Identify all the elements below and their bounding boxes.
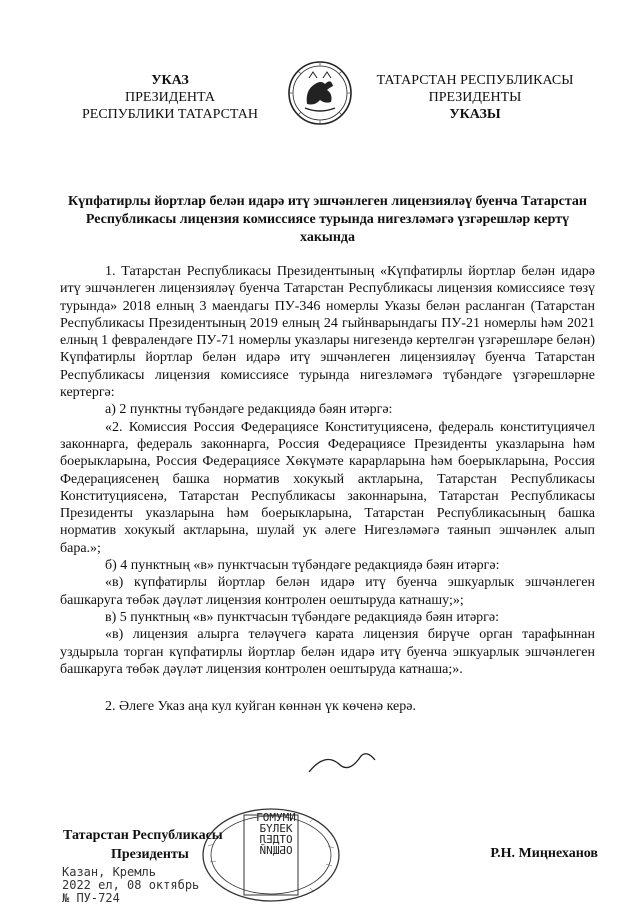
stamp-line-2: БҮЛЕК [259, 822, 293, 835]
paragraph-1: 1. Татарстан Республикасы Президентының «Күпфатирлы йортлар белән идарә итү эшчәнлеген лицензияләү буенча Татарстан Республикасы лицензия комиссиясе төзү турында» 2018 елның 3 маендагы ПУ-346 номерлы Указы белән расланган (Татарстан Республикасы Президентының 2019 елның 24 гыйнварындагы ПУ-21 номерлы һәм 2021 елның 1 февралендәге ПУ-71 номерлы указлары нигезендә кертелгән үзгәрешләре белән) Күпфатирлы йортлар белән идарә итү эшчәнлеген лицензияләү буенча Татарстан Республикасы лицензия комиссиясе турында нигезләмәгә түбәндәге үзгәрешләрне кертергә: [60, 264, 595, 401]
paragraph-1a: а) 2 пунктны түбәндәге редакциядә бәян итәргә: [105, 402, 393, 418]
coat-of-arms-emblem [287, 60, 353, 126]
signature-title-line-1: Татарстан Республикасы [63, 828, 223, 843]
stamp-text [246, 812, 306, 856]
signature-title-line-2: Президенты [111, 847, 189, 862]
paragraph-1b-text: «в) күпфатирлы йортлар белән идарә итү буенча эшкуарлык эшчәнлеген башкаруга төбәк дәүләт лицензия контролен оештыруда катнашу;»; [60, 575, 595, 608]
header-tt-line-2: ПРЕЗИДЕНТЫ [428, 90, 522, 105]
stamp-line-4: ОБЩИЙ [259, 844, 293, 857]
place: Казан, Кремль [62, 865, 156, 879]
header-ru [60, 72, 280, 123]
paragraph-2: 2. Әлеге Указ аңа кул куйган көннән үк көченә керә. [105, 699, 416, 715]
paragraph-1a-text: «2. Комиссия Россия Федерациясе Конституциясенә, федераль конституциячел законнарга, федераль законнарга, Россия Федерациясе Президенты указларына һәм боерыкларына, Россия Федерациясе Хөкүмәте карарларына һәм боерыкларына, Россия Федерациясенең башка норматив хокукый актларына, Татарстан Республикасы Конституциясенә, Татарстан Республикасы законнарына, Татарстан Республикасы Президенты указларына һәм боерыкларына, Татарстан Республикасының башка норматив хокукый актларына, шулай ук әлеге Нигезләмәгә таянып эшчәнлек алып бара.»; [60, 419, 595, 556]
date: 2022 ел, 08 октябрь [62, 878, 200, 892]
header-tt-line-3: УКАЗЫ [449, 107, 501, 122]
paragraph-1b: б) 4 пунктның «в» пунктчасын түбәндәге редакциядә бәян итәргә: [105, 558, 500, 574]
decree-number: № ПУ-724 [62, 891, 120, 905]
document-title: Күпфатирлы йортлар белән идарә итү эшчәнлеген лицензияләү буенча Татарстан Республикасы лицензия комиссиясе турында нигезләмәгә үзгәрешләр кертү хакында [68, 194, 587, 245]
header-ru-line-2: ПРЕЗИДЕНТА [125, 90, 215, 105]
document-body [60, 263, 595, 715]
handwritten-mark [305, 750, 385, 780]
signatory-name: Р.Н. Миңнеханов [490, 846, 598, 861]
paragraph-1c-text: «в) лицензия алырга теләүчегә карата лицензия бирүче орган тарафыннан уздырыла торган күпфатирлы йортлар белән идарә итү буенча эшкуарлык эшчәнлеген башкаруга төбәк дәүләт лицензия контролен оештыруда катнаша;». [60, 627, 595, 677]
paragraph-1c: в) 5 пунктның «в» пунктчасын түбәндәге редакциядә бәян итәргә: [105, 609, 500, 625]
header-tt [360, 72, 590, 123]
header-tt-line-1: ТАТАРСТАН РЕСПУБЛИКАСЫ [376, 73, 574, 88]
signature-title [63, 826, 223, 864]
header-ru-line-1: УКАЗ [151, 73, 189, 88]
stamp-line-3: ОТДЕЛ [259, 833, 293, 846]
header-ru-line-3: РЕСПУБЛИКИ ТАТАРСТАН [81, 107, 258, 122]
stamp-line-1: ГОМУМИ [256, 811, 296, 824]
place-date-number [62, 866, 199, 905]
